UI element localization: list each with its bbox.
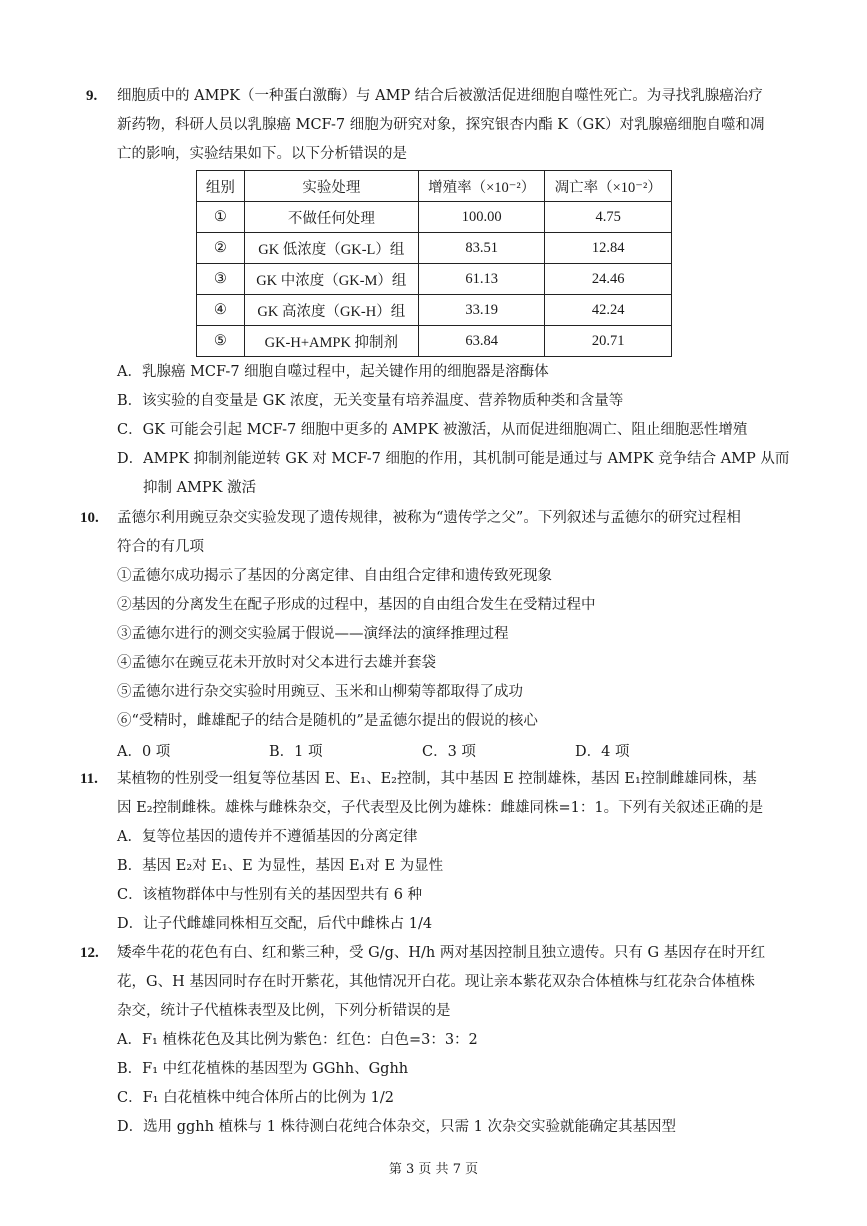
table-cell: GK-H+AMPK 抑制剂 (244, 326, 418, 357)
table-header-cell: 组别 (197, 171, 245, 202)
question-number-11: 11. (80, 771, 98, 787)
table-row (197, 202, 672, 233)
q9-option-b: B．该实验的自变量是 GK 浓度，无关变量有培养温度、营养物质种类和含量等 (117, 393, 624, 409)
table-cell: 不做任何处理 (244, 202, 418, 233)
q12-stem-line-2: 花，G、H 基因同时存在时开紫花，其他情况开白花。现让亲本紫花双杂合体植株与红花杂合体植株 (117, 974, 755, 990)
table-cell: 33.19 (418, 295, 545, 326)
table-row (197, 295, 672, 326)
q10-statement-6: ⑥“受精时，雌雄配子的结合是随机的”是孟德尔提出的假说的核心 (117, 713, 538, 729)
table-cell: 20.71 (545, 326, 672, 357)
q11-option-b: B．基因 E₂对 E₁、E 为显性，基因 E₁对 E 为显性 (117, 858, 444, 874)
q10-statement-1: ①孟德尔成功揭示了基因的分离定律、自由组合定律和遗传致死现象 (117, 568, 552, 584)
table-cell: 63.84 (418, 326, 545, 357)
table-row (197, 264, 672, 295)
q12-stem-line-3: 杂交，统计子代植株表型及比例，下列分析错误的是 (117, 1003, 451, 1019)
table-cell: 12.84 (545, 233, 672, 264)
table-cell: ⑤ (197, 326, 245, 357)
q10-statement-3: ③孟德尔进行的测交实验属于假说——演绎法的演绎推理过程 (117, 626, 509, 642)
q9-stem-line-2: 新药物，科研人员以乳腺癌 MCF-7 细胞为研究对象，探究银杏内酯 K（GK）对乳腺癌细胞自噬和凋 (117, 117, 765, 133)
table-cell: GK 低浓度（GK-L）组 (244, 233, 418, 264)
table-row (197, 233, 672, 264)
q12-stem-line-1: 矮牵牛花的花色有白、红和紫三种，受 G/g、H/h 两对基因控制且独立遗传。只有 G 基因存在时开红 (117, 945, 766, 961)
q9-option-a: A．乳腺癌 MCF-7 细胞自噬过程中，起关键作用的细胞器是溶酶体 (117, 364, 549, 380)
table-header-cell: 增殖率（×10⁻²） (418, 171, 545, 202)
table-cell: 100.00 (418, 202, 545, 233)
q10-option-a: A．0 项 (117, 744, 171, 760)
question-number-9: 9. (86, 88, 98, 104)
q9-option-d-continued: 抑制 AMPK 激活 (143, 480, 257, 496)
q10-statement-2: ②基因的分离发生在配子形成的过程中，基因的自由组合发生在受精过程中 (117, 597, 596, 613)
table-row (197, 326, 672, 357)
table-cell: 61.13 (418, 264, 545, 295)
table-cell: 24.46 (545, 264, 672, 295)
table-header-row (197, 171, 672, 202)
table-cell: 83.51 (418, 233, 545, 264)
q10-options-row (117, 740, 677, 760)
table-cell: ① (197, 202, 245, 233)
question-number-10: 10. (80, 510, 99, 526)
q10-statement-4: ④孟德尔在豌豆花未开放时对父本进行去雄并套袋 (117, 655, 436, 671)
q11-option-a: A．复等位基因的遗传并不遵循基因的分离定律 (117, 829, 418, 845)
q12-option-a: A．F₁ 植株花色及其比例为紫色：红色：白色=3：3：2 (117, 1032, 478, 1048)
table-header-cell: 实验处理 (244, 171, 418, 202)
experiment-results-table (196, 170, 672, 357)
q10-option-b: B．1 项 (269, 744, 323, 760)
q11-option-c: C．该植物群体中与性别有关的基因型共有 6 种 (117, 887, 423, 903)
table-cell: 4.75 (545, 202, 672, 233)
table-cell: GK 中浓度（GK-M）组 (244, 264, 418, 295)
q12-option-c: C．F₁ 白花植株中纯合体所占的比例为 1/2 (117, 1090, 395, 1106)
table-cell: ③ (197, 264, 245, 295)
q9-option-c: C．GK 可能会引起 MCF-7 细胞中更多的 AMPK 被激活，从而促进细胞凋亡、阻止细胞恶性增殖 (117, 422, 748, 438)
q11-option-d: D．让子代雌雄同株相互交配，后代中雌株占 1/4 (117, 916, 433, 932)
q10-option-d: D．4 项 (575, 744, 630, 760)
table-header-cell: 凋亡率（×10⁻²） (545, 171, 672, 202)
q10-statement-5: ⑤孟德尔进行杂交实验时用豌豆、玉米和山柳菊等都取得了成功 (117, 684, 523, 700)
table-cell: GK 高浓度（GK-H）组 (244, 295, 418, 326)
q12-option-b: B．F₁ 中红花植株的基因型为 GGhh、Gghh (117, 1061, 409, 1077)
table-cell: ④ (197, 295, 245, 326)
q10-stem-line-2: 符合的有几项 (117, 539, 204, 555)
q9-stem-line-3: 亡的影响，实验结果如下。以下分析错误的是 (117, 146, 407, 162)
q12-option-d: D．选用 gghh 植株与 1 株待测白花纯合体杂交，只需 1 次杂交实验就能确定其基因型 (117, 1119, 676, 1135)
page-footer: 第 3 页 共 7 页 (388, 1162, 479, 1177)
q10-stem-line-1: 孟德尔利用豌豆杂交实验发现了遗传规律，被称为“遗传学之父”。下列叙述与孟德尔的研究过程相 (117, 510, 741, 526)
q9-option-d: D．AMPK 抑制剂能逆转 GK 对 MCF-7 细胞的作用，其机制可能是通过与 AMPK 竞争结合 AMP 从而 (117, 451, 790, 467)
q11-stem-line-2: 因 E₂控制雌株。雄株与雌株杂交，子代表型及比例为雄株：雌雄同株=1：1。下列有关叙述正确的是 (117, 800, 764, 816)
table-cell: ② (197, 233, 245, 264)
q11-stem-line-1: 某植物的性别受一组复等位基因 E、E₁、E₂控制，其中基因 E 控制雄株，基因 E₁控制雌雄同株，基 (117, 771, 757, 787)
q10-option-c: C．3 项 (422, 744, 476, 760)
q9-stem-line-1: 细胞质中的 AMPK（一种蛋白激酶）与 AMP 结合后被激活促进细胞自噬性死亡。为寻找乳腺癌治疗 (117, 88, 763, 104)
table-cell: 42.24 (545, 295, 672, 326)
question-number-12: 12. (80, 945, 99, 961)
